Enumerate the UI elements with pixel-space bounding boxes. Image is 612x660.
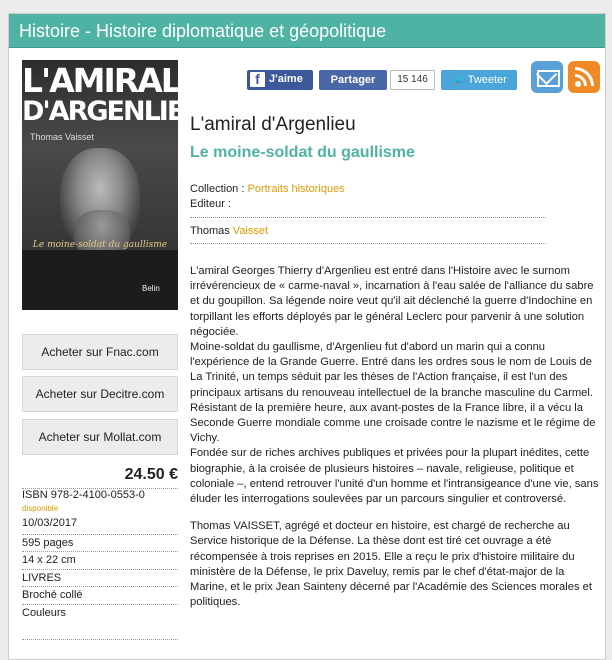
collection-link[interactable]: Portraits historiques (247, 183, 345, 195)
facebook-icon: f (250, 72, 265, 87)
meta-divider (22, 639, 178, 640)
cover-subtitle: Le moine-soldat du gaullisme (32, 240, 168, 250)
email-icon[interactable] (531, 61, 563, 93)
author-bio: Thomas VAISSET, agrégé et docteur en histoire, est chargé de recherche au Service historique de la Défense. La thèse dont est tiré cet ouvrage a été récompensée à trois reprises en 2015. Elle a reçu le prix d'histoire militaire du ministère de la Défense, le prix Daveluy, remis par le chef d'état-major de la Marine, et le prix Jean Sainteny décerné par l'Académie des Sciences morales et politiques. (190, 520, 592, 609)
author-row (190, 225, 268, 237)
binding: Broché collé (22, 586, 178, 601)
cover-publisher: Belin (142, 284, 160, 293)
publication-date: 10/03/2017 (22, 517, 78, 529)
section-title[interactable]: Histoire - Histoire diplomatique et géopolitique (19, 21, 387, 41)
page-count: 595 pages (22, 534, 178, 549)
product-type: LIVRES (22, 569, 178, 584)
book-title: L'amiral d'Argenlieu (190, 114, 356, 135)
book-subtitle: Le moine-soldat du gaullisme (190, 144, 415, 161)
buy-mollat-button[interactable]: Acheter sur Mollat.com (22, 419, 178, 455)
collection-label: Collection : (190, 183, 248, 195)
tweet-button[interactable] (441, 70, 517, 90)
cover-author: Thomas Vaisset (30, 132, 94, 142)
buy-fnac-button[interactable]: Acheter sur Fnac.com (22, 334, 178, 370)
cover-title-line2: D'ARGENLIEU (22, 96, 204, 127)
tweet-label: Tweeter (467, 74, 507, 86)
author-divider (190, 243, 546, 244)
isbn: ISBN 978-2-4100-0553-0 (22, 488, 178, 501)
author-link[interactable]: Vaisset (232, 225, 269, 237)
facebook-like-label: J'aime (269, 73, 303, 85)
collection-row (190, 183, 345, 195)
section-header (9, 14, 605, 48)
colors: Couleurs (22, 604, 178, 619)
book-description (190, 264, 604, 610)
rss-dot (575, 81, 581, 87)
author-first-name: Thomas (190, 225, 233, 237)
cover-title-line1: L'AMIRAL (22, 61, 180, 100)
facebook-share-button[interactable]: Partager (319, 70, 387, 90)
dimensions: 14 x 22 cm (22, 551, 178, 566)
rss-icon[interactable] (568, 61, 600, 93)
info-divider (190, 217, 546, 218)
twitter-icon: 🐦 (451, 74, 465, 86)
description-paragraph: Fondée sur de riches archives publiques et privées pour la plupart inédites, cette biographie, à la croisée de plusieurs histoires – navale, religieuse, politique et coloniale –, entend retrouver l'unité d'un homme et l'intransigeance d'une vie, sans éluder les interrogations soulevées par un parcours singulier et controversé. (190, 447, 599, 506)
editor-label: Editeur : (190, 198, 231, 210)
share-count: 15 146 (390, 70, 435, 90)
description-paragraph: L'amiral Georges Thierry d'Argenlieu est entré dans l'Histoire avec le surnom irrévérencieux de « carme-naval », incarnation à l'eau salée de l'alliance du sabre et du goupillon. Sa légende noire veut qu'il ait déclenché la guerre d'Indochine en torpillant les efforts déployés par le général Leclerc pour parvenir à une solution négociée. (190, 265, 594, 338)
book-panel (8, 13, 606, 660)
description-paragraph: Moine-soldat du gaullisme, d'Argenlieu fut d'abord un marin qui a connu l'expérience de la Grande Guerre. Entré dans les ordres sous le nom de Louis de La Trinité, un temps séduit par les thèses de l'Action française, il est l'un des principaux artisans du renouveau intellectuel de la branche masculine du Carmel. Résistant de la première heure, aux avant-postes de la France libre, il a vécu la Seconde Guerre mondiale comme une croisade contre le nazisme et le régime de Vichy. (190, 341, 596, 445)
facebook-like-button[interactable] (247, 70, 313, 90)
cover-portrait-uniform (22, 250, 178, 310)
price: 24.50 € (124, 466, 178, 483)
buy-decitre-button[interactable]: Acheter sur Decitre.com (22, 376, 178, 412)
book-cover-image[interactable] (22, 60, 204, 304)
availability-badge: disponible (22, 504, 59, 513)
